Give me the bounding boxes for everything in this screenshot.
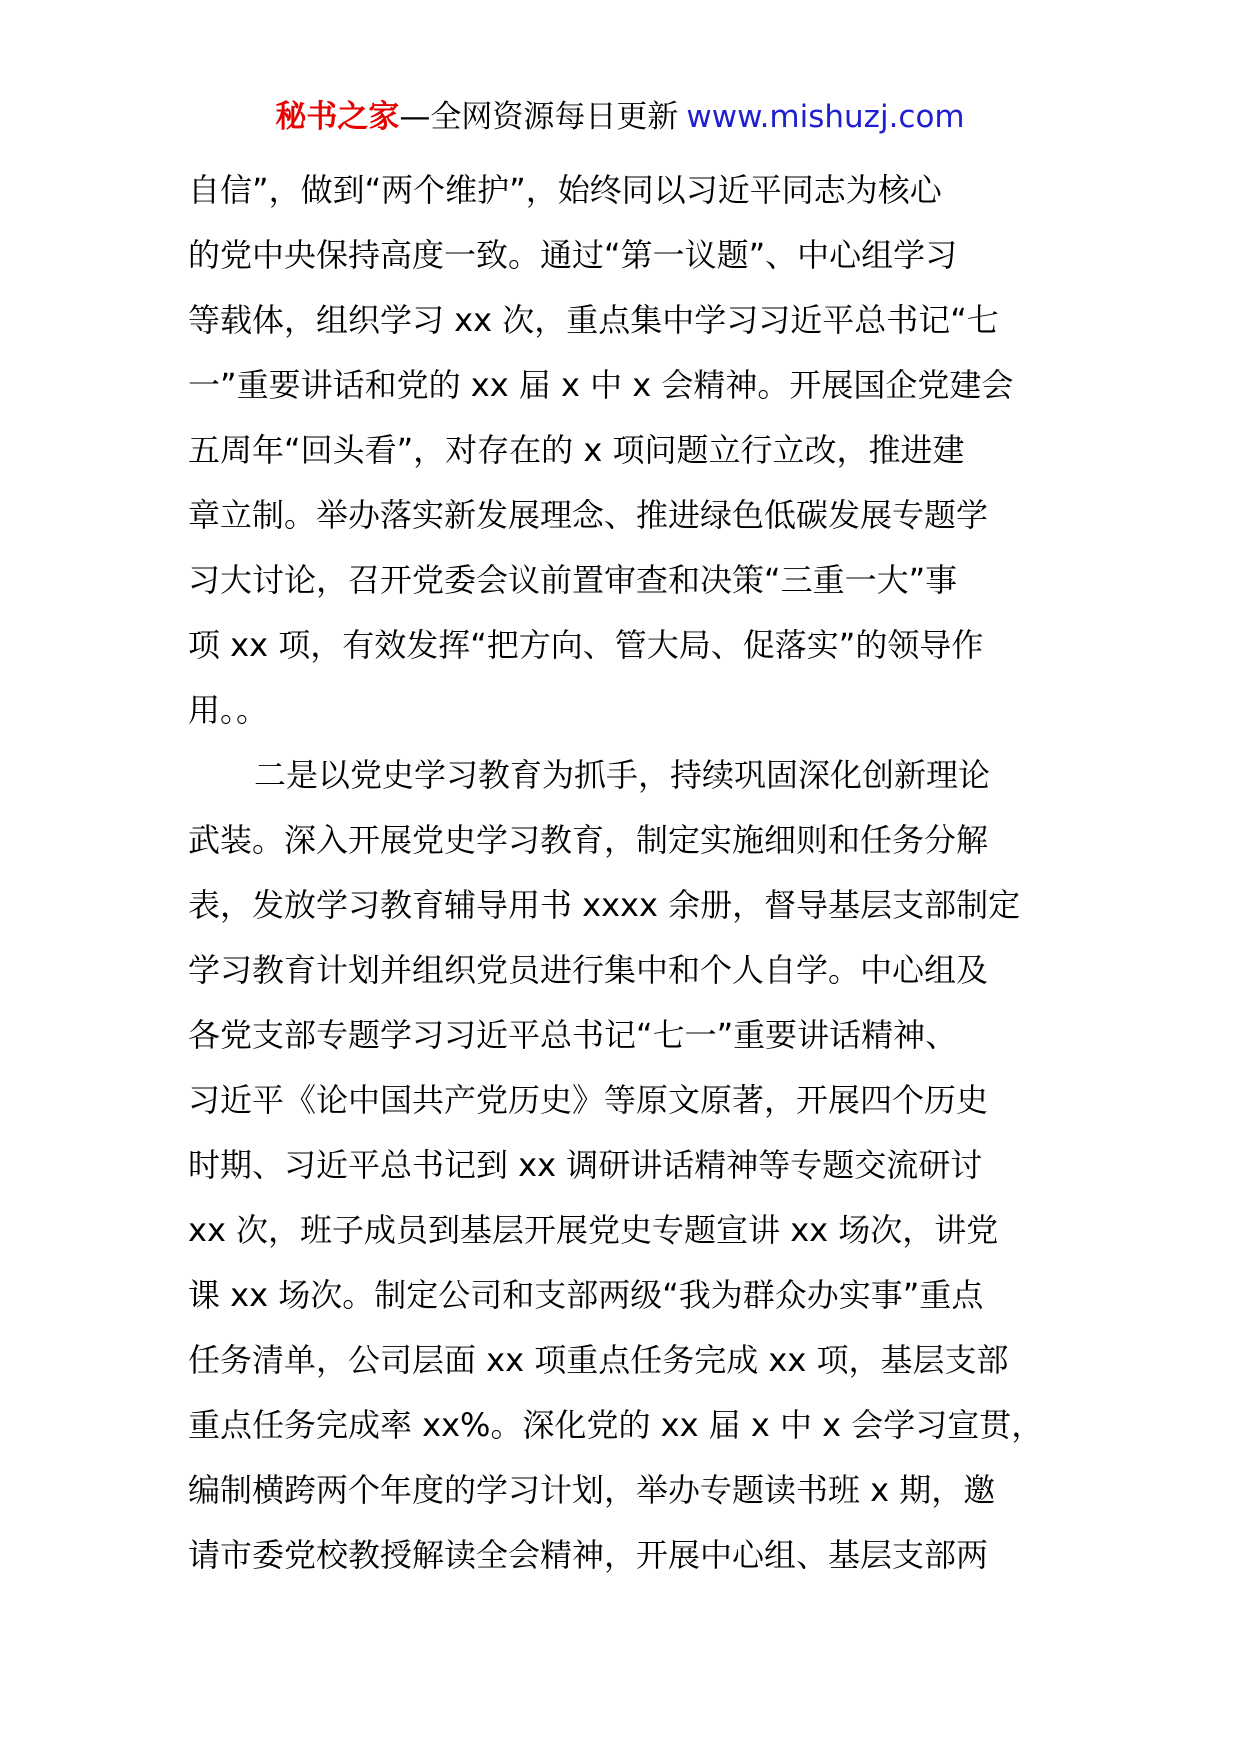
text-line: 项 xx 项，有效发挥“把方向、管大局、促落实”的领导作 bbox=[188, 626, 984, 664]
header-tagline: 全网资源每日更新 bbox=[430, 99, 679, 135]
text-line: 武装。深入开展党史学习教育，制定实施细则和任务分解 bbox=[188, 821, 989, 859]
site-url-link[interactable]: www.mishuzj.com bbox=[686, 99, 965, 135]
text-line: xx 次，班子成员到基层开展党史专题宣讲 xx 场次，讲党 bbox=[188, 1211, 999, 1249]
header-dash: — bbox=[399, 99, 431, 135]
text-line: 时期、习近平总书记到 xx 调研讲话精神等专题交流研讨 bbox=[188, 1146, 983, 1184]
text-line: 编制横跨两个年度的学习计划，举办专题读书班 x 期，邀 bbox=[188, 1471, 996, 1509]
text-line: 五周年“回头看”，对存在的 x 项问题立行立改，推进建 bbox=[188, 431, 965, 469]
paragraph-start-line: 二是以党史学习教育为抓手，持续巩固深化创新理论 bbox=[254, 756, 991, 794]
text-line: 用。。 bbox=[188, 691, 269, 729]
brand-name: 秘书之家 bbox=[275, 99, 400, 135]
text-line: 表，发放学习教育辅导用书 xxxx 余册，督导基层支部制定 bbox=[188, 886, 1021, 924]
text-line: 习近平《论中国共产党历史》等原文原著，开展四个历史 bbox=[188, 1081, 989, 1119]
document-body bbox=[188, 158, 1058, 1588]
text-line: 请市委党校教授解读全会精神，开展中心组、基层支部两 bbox=[188, 1536, 989, 1574]
text-line: 任务清单，公司层面 xx 项重点任务完成 xx 项，基层支部 bbox=[188, 1341, 1009, 1379]
text-line: 重点任务完成率 xx%。深化党的 xx 届 x 中 x 会学习宣贯， bbox=[188, 1406, 1044, 1444]
text-line: 等载体，组织学习 xx 次，重点集中学习习近平总书记“七 bbox=[188, 301, 999, 339]
page-header bbox=[0, 96, 1240, 138]
text-line: 一”重要讲话和党的 xx 届 x 中 x 会精神。开展国企党建会 bbox=[188, 366, 1014, 404]
text-line: 学习教育计划并组织党员进行集中和个人自学。中心组及 bbox=[188, 951, 989, 989]
text-line: 课 xx 场次。制定公司和支部两级“我为群众办实事”重点 bbox=[188, 1276, 984, 1314]
text-line: 习大讨论，召开党委会议前置审查和决策“三重一大”事 bbox=[188, 561, 958, 599]
text-line: 的党中央保持高度一致。通过“第一议题”、中心组学习 bbox=[188, 236, 958, 274]
text-line: 章立制。举办落实新发展理念、推进绿色低碳发展专题学 bbox=[188, 496, 989, 534]
text-line: 自信”，做到“两个维护”，始终同以习近平同志为核心 bbox=[188, 171, 942, 209]
text-line: 各党支部专题学习习近平总书记“七一”重要讲话精神、 bbox=[188, 1016, 958, 1054]
